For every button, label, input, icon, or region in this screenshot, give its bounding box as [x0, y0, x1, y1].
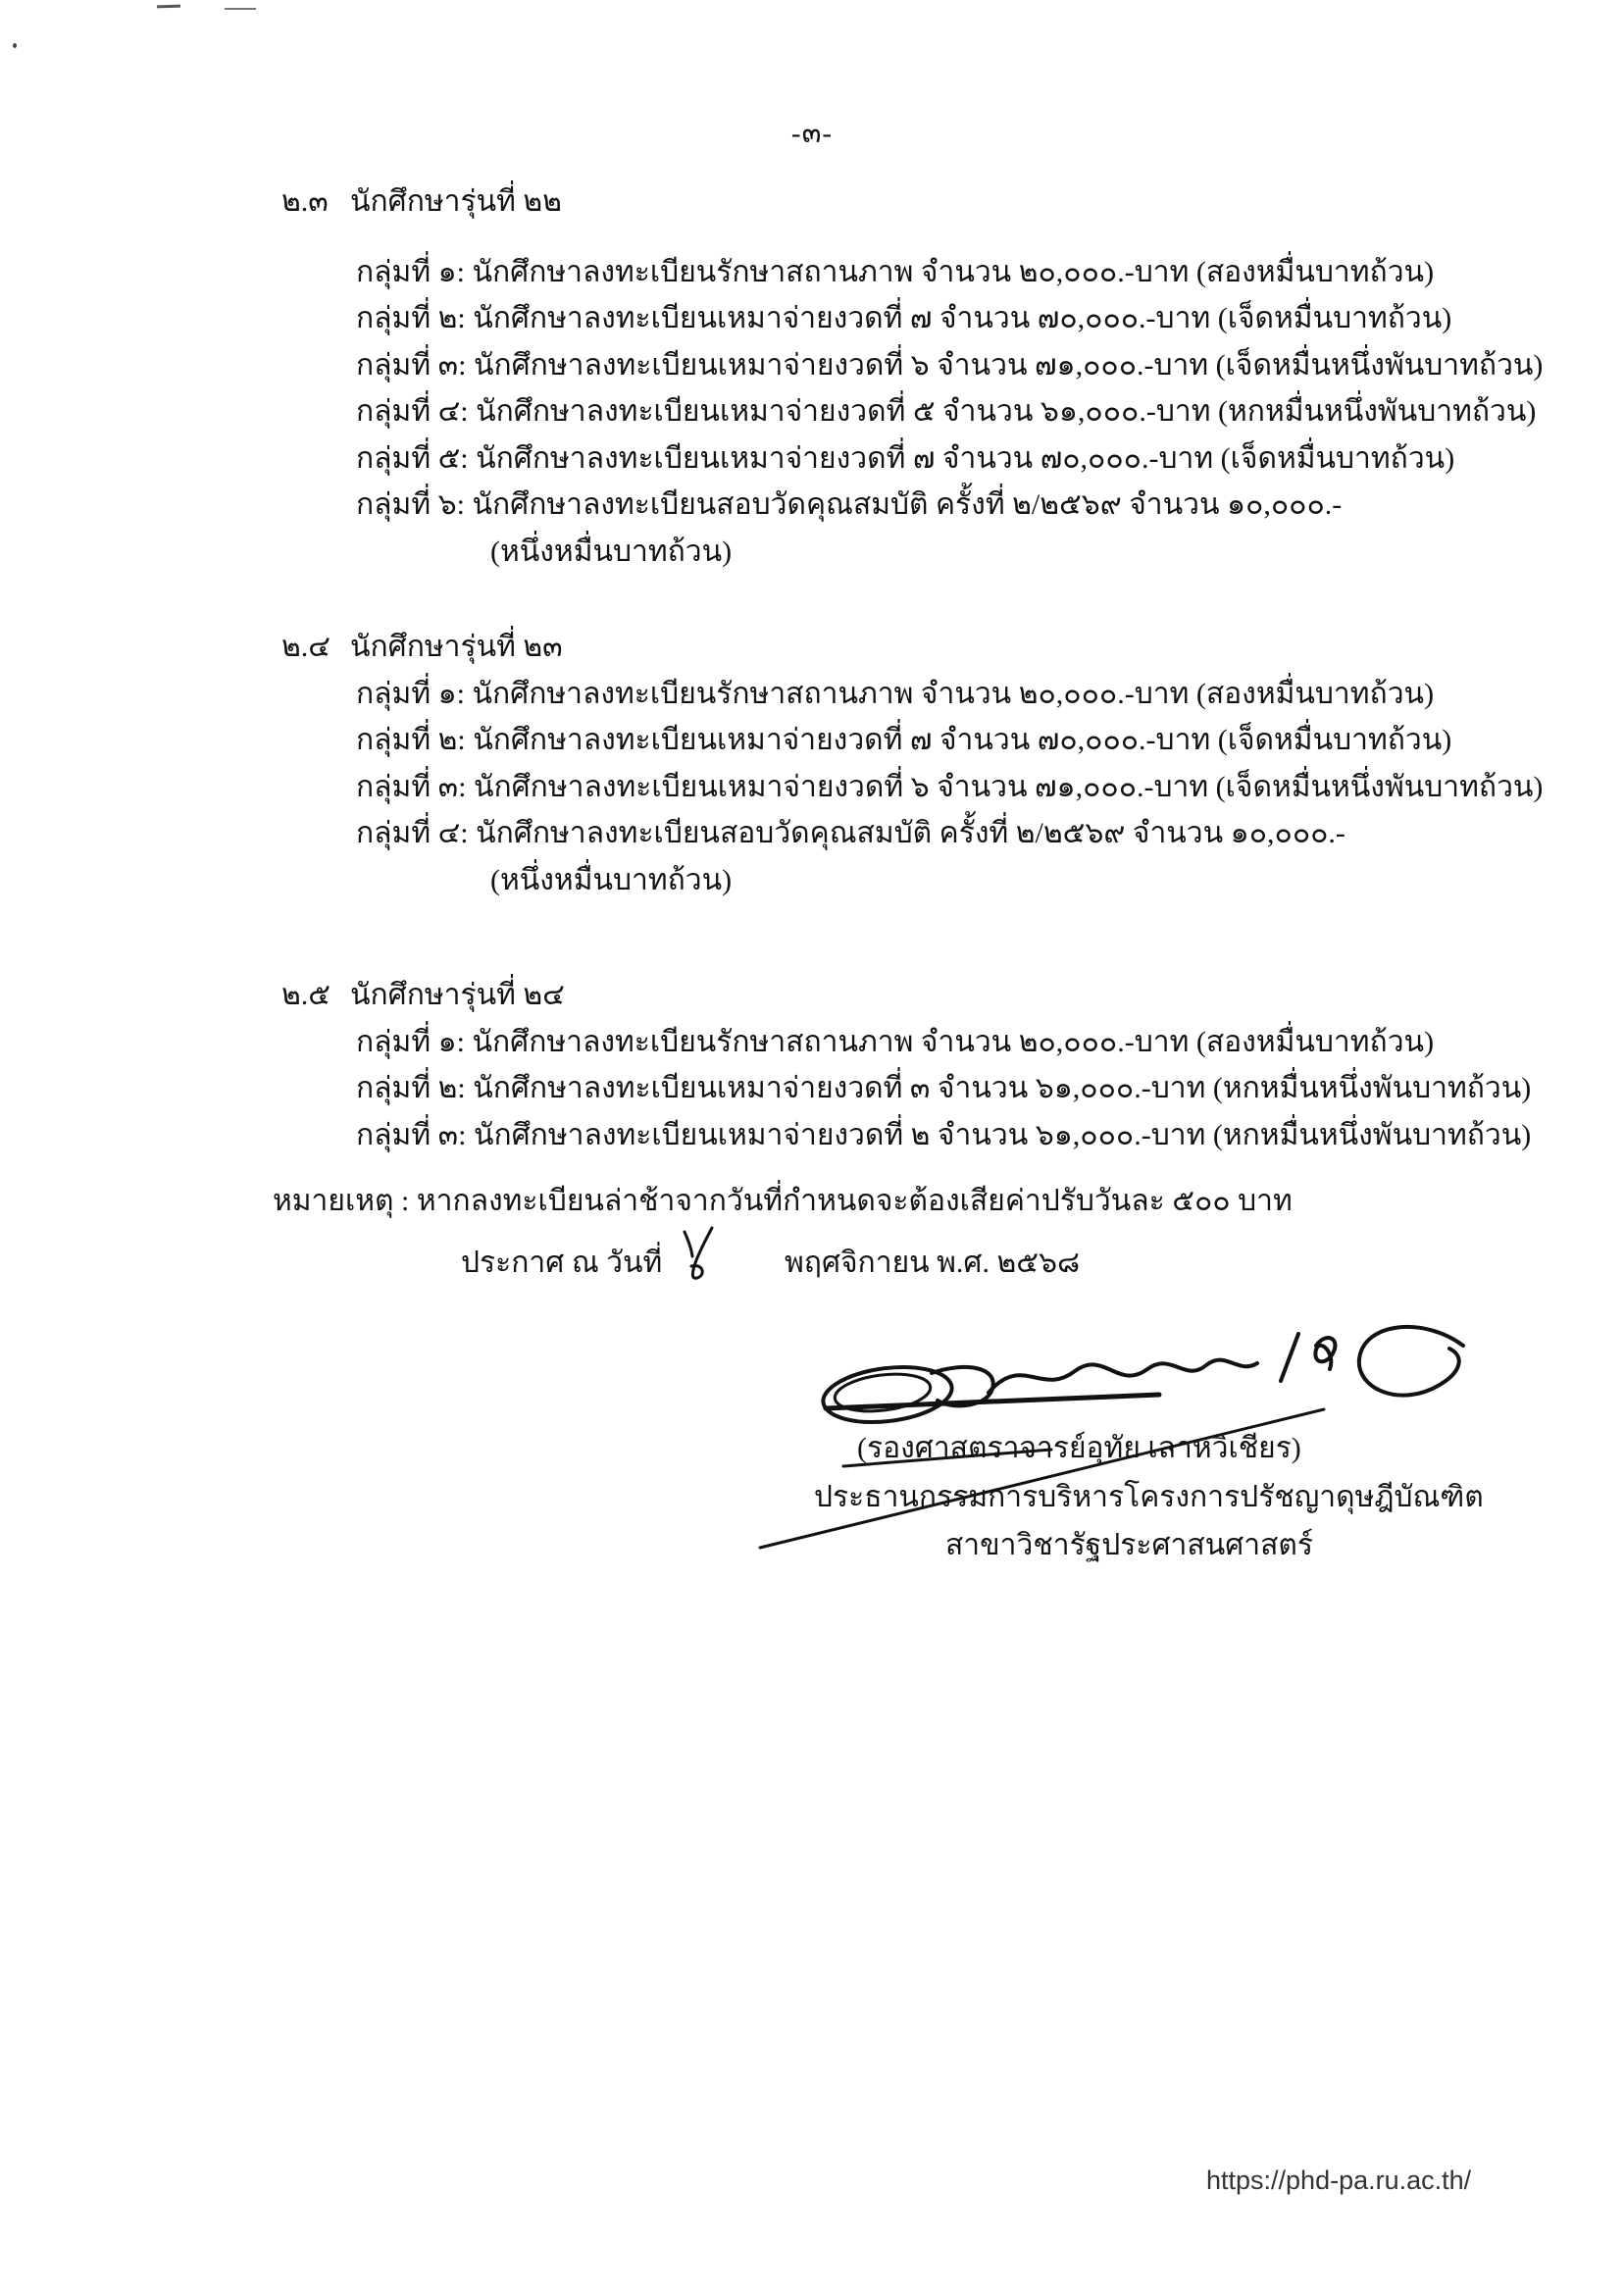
- page-number: -๓-: [790, 118, 834, 149]
- section-title: นักศึกษารุ่นที่ ๒๓: [350, 631, 563, 663]
- handwritten-day-mark: [677, 1224, 720, 1283]
- announce-date-prefix: ประกาศ ณ วันที่: [461, 1247, 663, 1279]
- section-number: ๒.๓: [281, 185, 329, 218]
- section-title: นักศึกษารุ่นที่ ๒๒: [350, 185, 562, 218]
- fee-item: กลุ่มที่ ๒: นักศึกษาลงทะเบียนเหมาจ่ายงวดที่ ๓ จำนวน ๖๑,๐๐๐.-บาท (หกหมื่นหนึ่งพันบาทถ้วน): [356, 1072, 1532, 1104]
- fee-item-continuation: (หนึ่งหมื่นบาทถ้วน): [490, 535, 733, 568]
- fee-item-continuation: (หนึ่งหมื่นบาทถ้วน): [490, 864, 733, 896]
- section-title: นักศึกษารุ่นที่ ๒๔: [350, 979, 565, 1011]
- section-2-4-heading: [281, 628, 563, 667]
- section-number: ๒.๕: [281, 979, 330, 1011]
- signatory-name: (รองศาสตราจารย์อุทัย เลาหวิเชียร): [857, 1432, 1301, 1464]
- scan-artifact-dash: [225, 8, 256, 10]
- fee-item: กลุ่มที่ ๑: นักศึกษาลงทะเบียนรักษาสถานภาพ จำนวน ๒๐,๐๐๐.-บาท (สองหมื่นบาทถ้วน): [356, 1026, 1435, 1058]
- announce-date-suffix: พฤศจิกายน พ.ศ. ๒๕๖๘: [785, 1247, 1081, 1279]
- fee-item: กลุ่มที่ ๒: นักศึกษาลงทะเบียนเหมาจ่ายงวดที่ ๗ จำนวน ๗๐,๐๐๐.-บาท (เจ็ดหมื่นบาทถ้วน): [356, 724, 1452, 756]
- scan-artifact-dash: [157, 5, 180, 9]
- section-2-3-heading: [281, 182, 562, 222]
- fee-item: กลุ่มที่ ๕: นักศึกษาลงทะเบียนเหมาจ่ายงวดที่ ๗ จำนวน ๗๐,๐๐๐.-บาท (เจ็ดหมื่นบาทถ้วน): [356, 442, 1455, 475]
- signatory-title-line1: ประธานกรรมการบริหารโครงการปรัชญาดุษฎีบัณฑิต: [814, 1481, 1484, 1513]
- fee-item: กลุ่มที่ ๓: นักศึกษาลงทะเบียนเหมาจ่ายงวดที่ ๖ จำนวน ๗๑,๐๐๐.-บาท (เจ็ดหมื่นหนึ่งพันบาทถ้วน): [356, 771, 1544, 803]
- fee-item: กลุ่มที่ ๓: นักศึกษาลงทะเบียนเหมาจ่ายงวดที่ ๒ จำนวน ๖๑,๐๐๐.-บาท (หกหมื่นหนึ่งพันบาทถ้วน): [356, 1119, 1532, 1151]
- section-2-5-heading: [281, 976, 565, 1015]
- fee-item: กลุ่มที่ ๔: นักศึกษาลงทะเบียนสอบวัดคุณสมบัติ ครั้งที่ ๒/๒๕๖๙ จำนวน ๑๐,๐๐๐.-: [356, 817, 1345, 849]
- late-fee-note: หมายเหตุ : หากลงทะเบียนล่าช้าจากวันที่กำหนดจะต้องเสียค่าปรับวันละ ๕๐๐ บาท: [273, 1185, 1293, 1217]
- footer-url: https://phd-pa.ru.ac.th/: [1206, 2166, 1472, 2195]
- signatory-title-line2: สาขาวิชารัฐประศาสนศาสตร์: [945, 1529, 1313, 1561]
- scan-artifact-dot: [13, 43, 17, 48]
- fee-item: กลุ่มที่ ๔: นักศึกษาลงทะเบียนเหมาจ่ายงวดที่ ๕ จำนวน ๖๑,๐๐๐.-บาท (หกหมื่นหนึ่งพันบาทถ้วน): [356, 395, 1537, 428]
- section-number: ๒.๔: [281, 631, 330, 663]
- fee-item: กลุ่มที่ ๓: นักศึกษาลงทะเบียนเหมาจ่ายงวดที่ ๖ จำนวน ๗๑,๐๐๐.-บาท (เจ็ดหมื่นหนึ่งพันบาทถ้วน): [356, 349, 1544, 382]
- fee-item: กลุ่มที่ ๑: นักศึกษาลงทะเบียนรักษาสถานภาพ จำนวน ๒๐,๐๐๐.-บาท (สองหมื่นบาทถ้วน): [356, 678, 1435, 710]
- fee-item: กลุ่มที่ ๒: นักศึกษาลงทะเบียนเหมาจ่ายงวดที่ ๗ จำนวน ๗๐,๐๐๐.-บาท (เจ็ดหมื่นบาทถ้วน): [356, 302, 1452, 334]
- fee-item: กลุ่มที่ ๖: นักศึกษาลงทะเบียนสอบวัดคุณสมบัติ ครั้งที่ ๒/๒๕๖๙ จำนวน ๑๐,๐๐๐.-: [356, 488, 1343, 521]
- fee-item: กลุ่มที่ ๑: นักศึกษาลงทะเบียนรักษาสถานภาพ จำนวน ๒๐,๐๐๐.-บาท (สองหมื่นบาทถ้วน): [356, 256, 1435, 288]
